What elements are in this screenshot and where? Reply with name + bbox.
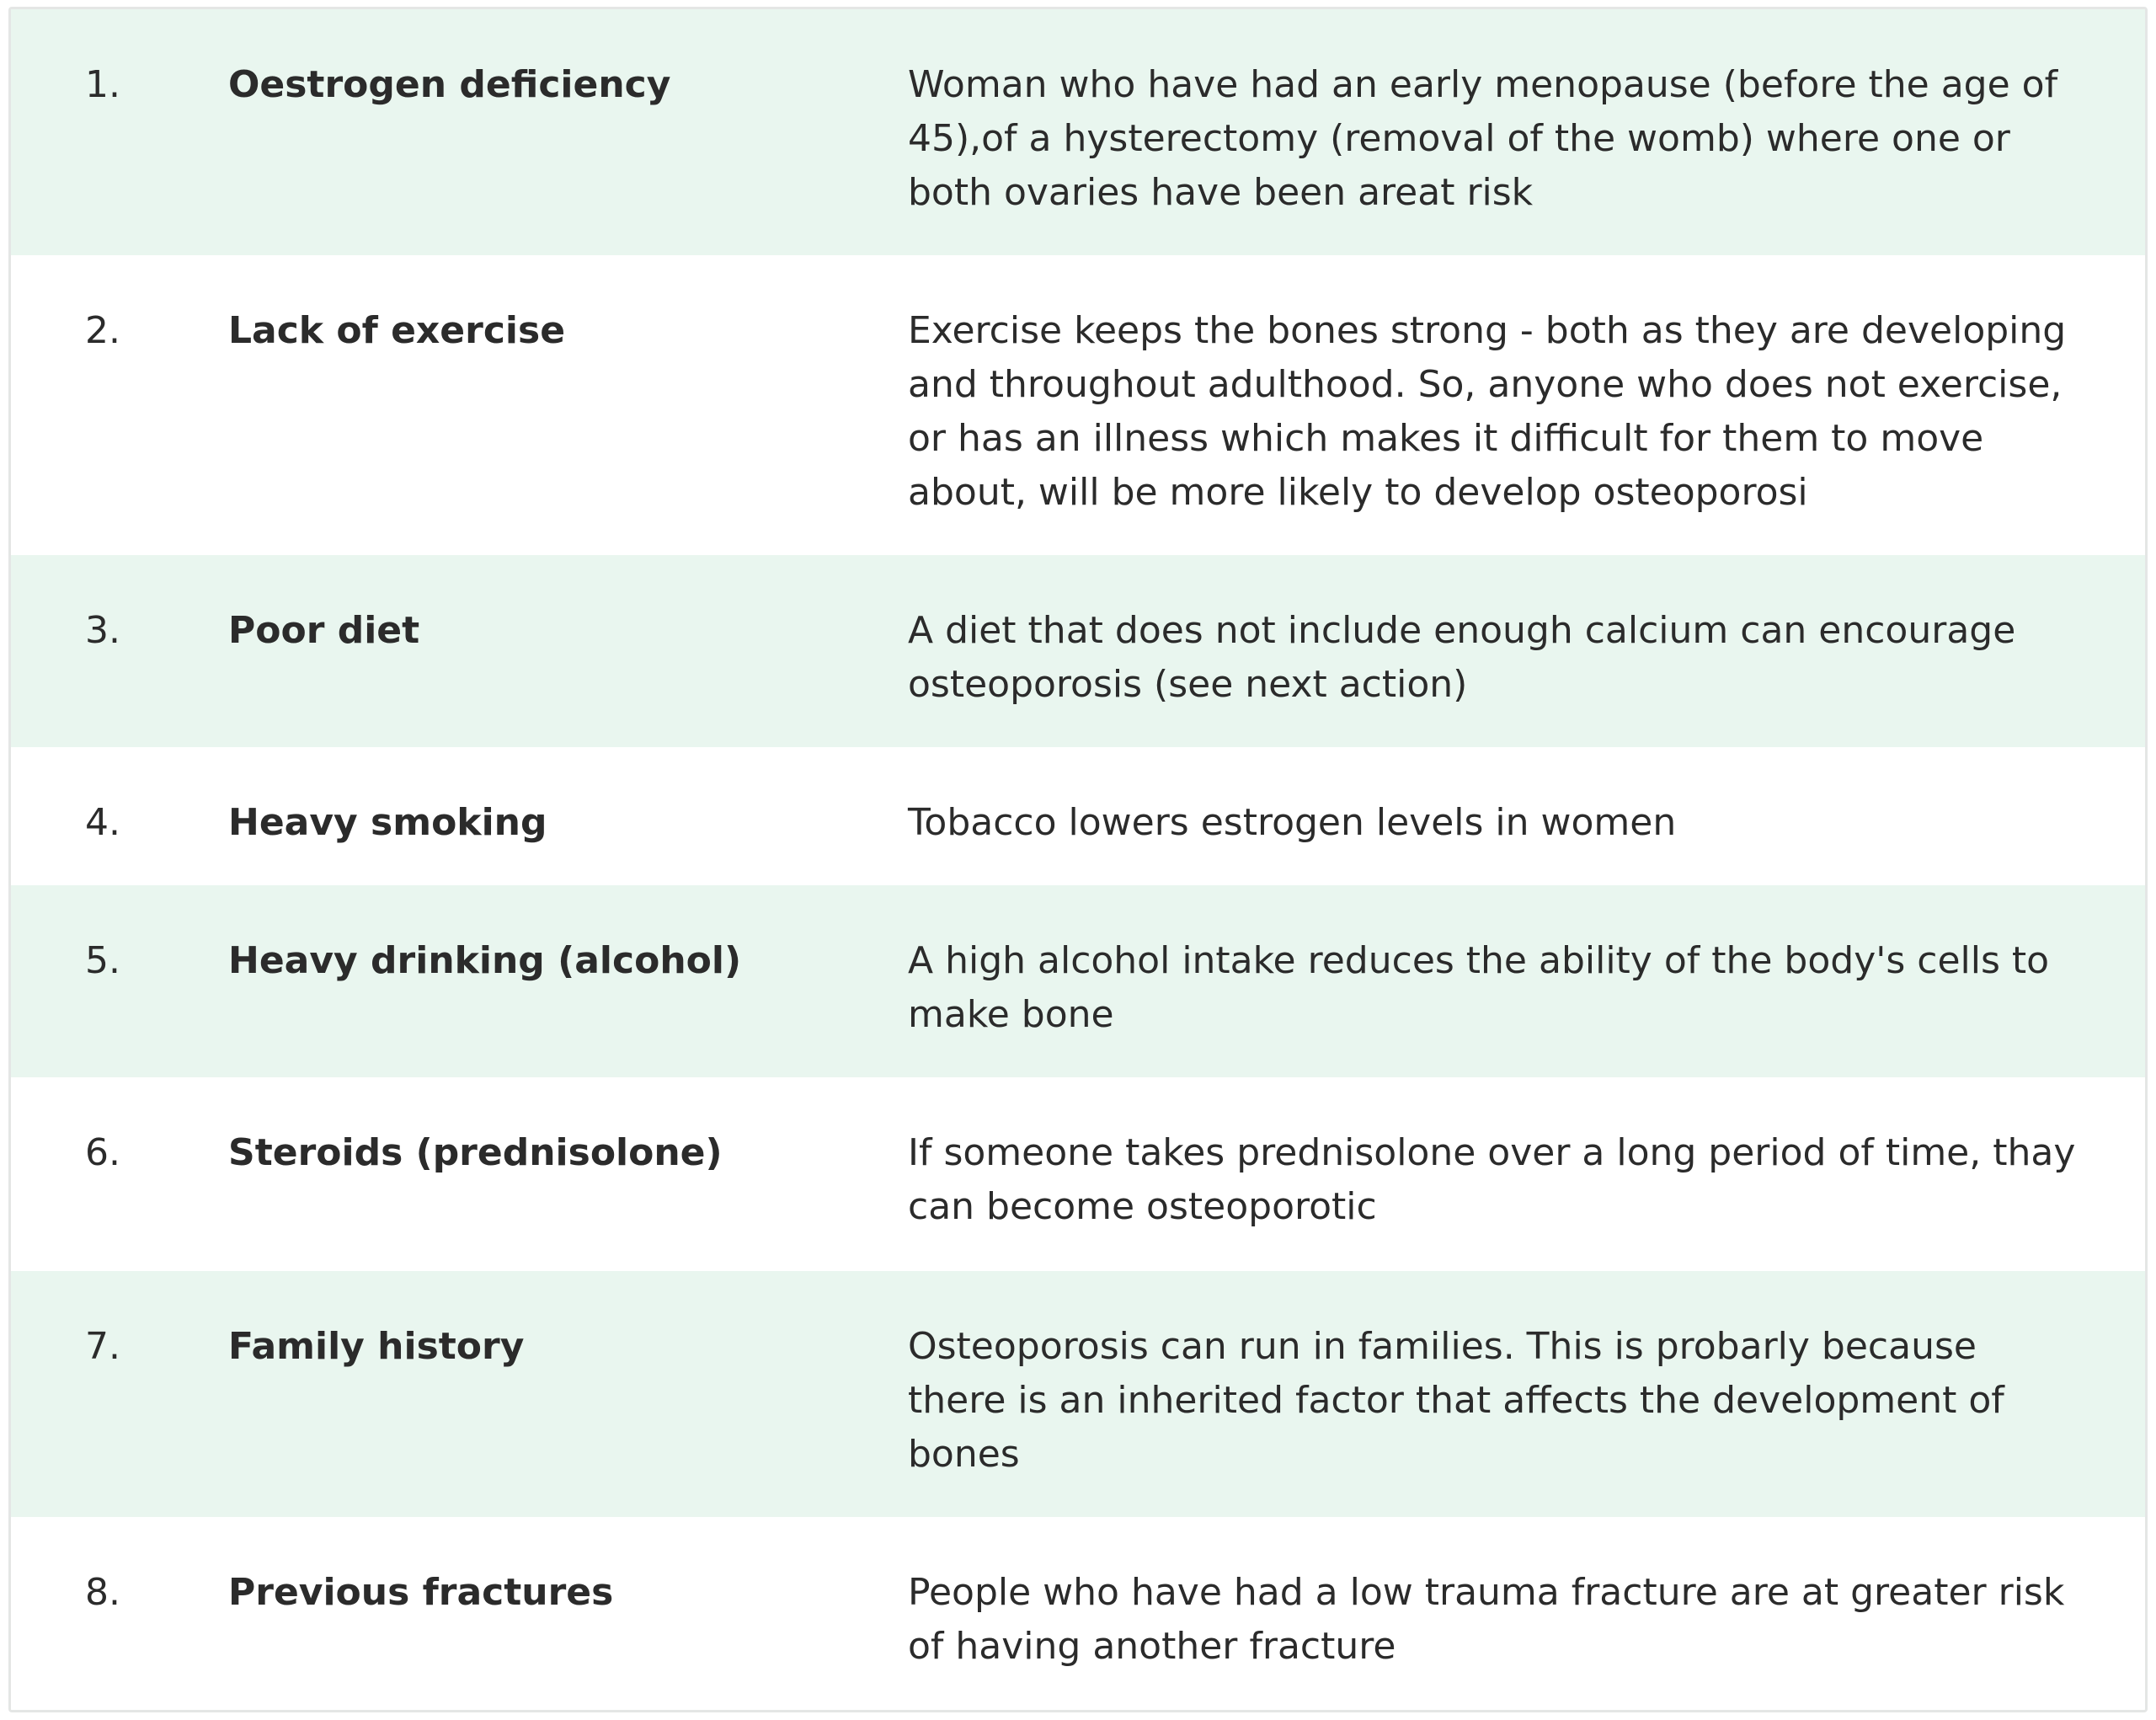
risk-factor-description <box>908 1566 2129 1674</box>
description-line: 45),of a hysterectomy (removal of the womb) where one or <box>908 117 2010 160</box>
table-row <box>11 255 2145 555</box>
description-line: If someone takes prednisolone over a long period of time, thay <box>908 1131 2076 1174</box>
row-number: 5. <box>85 939 120 982</box>
risk-factor-description <box>908 1320 2129 1482</box>
description-line: and throughout adulthood. So, anyone who does not exercise, <box>908 363 2063 406</box>
table-row <box>11 1271 2145 1517</box>
row-number: 8. <box>85 1571 120 1614</box>
description-line: A high alcohol intake reduces the ability of the body's cells to <box>908 939 2050 982</box>
description-line: Exercise keeps the bones strong - both as they are developing <box>908 309 2067 352</box>
table-row <box>11 1517 2145 1712</box>
table-row <box>11 555 2145 747</box>
table-row <box>11 9 2145 255</box>
description-line: both ovaries have been areat risk <box>908 171 1534 214</box>
risk-factor-description <box>908 304 2129 520</box>
row-number: 1. <box>85 63 120 106</box>
risk-factor-description <box>908 934 2129 1042</box>
description-line: People who have had a low trauma fracture are at greater risk <box>908 1571 2065 1614</box>
table-row <box>11 747 2145 885</box>
description-line: about, will be more likely to develop osteoporosi <box>908 471 1808 514</box>
row-number: 6. <box>85 1131 120 1174</box>
risk-factor-description <box>908 604 2129 712</box>
description-line: Osteoporosis can run in families. This is probarly because <box>908 1325 1977 1368</box>
description-line: Tobacco lowers estrogen levels in women <box>908 801 1677 844</box>
row-number: 2. <box>85 309 120 352</box>
risk-factor-name: Previous fractures <box>228 1571 614 1614</box>
risk-factor-description <box>908 58 2129 220</box>
description-line: osteoporosis (see next action) <box>908 663 1468 706</box>
risk-factor-name: Heavy smoking <box>228 801 547 844</box>
risk-factor-description <box>908 1126 2129 1234</box>
table-row <box>11 885 2145 1077</box>
risk-factor-name: Heavy drinking (alcohol) <box>228 939 742 982</box>
description-line: of having another fracture <box>908 1625 1396 1668</box>
row-number: 4. <box>85 801 120 844</box>
description-line: or has an illness which makes it difficult for them to move <box>908 417 1984 460</box>
risk-factor-name: Poor diet <box>228 609 420 652</box>
description-line: bones <box>908 1433 1020 1476</box>
risk-factor-name: Oestrogen deficiency <box>228 63 671 106</box>
description-line: can become osteoporotic <box>908 1185 1377 1228</box>
row-number: 7. <box>85 1325 120 1368</box>
description-line: there is an inherited factor that affects the development of <box>908 1379 2004 1422</box>
description-line: make bone <box>908 993 1114 1036</box>
risk-factors-table <box>8 7 2148 1712</box>
risk-factor-name: Steroids (prednisolone) <box>228 1131 723 1174</box>
description-line: A diet that does not include enough calcium can encourage <box>908 609 2016 652</box>
risk-factor-name: Family history <box>228 1325 525 1368</box>
description-line: Woman who have had an early menopause (before the age of <box>908 63 2058 106</box>
risk-factor-name: Lack of exercise <box>228 309 566 352</box>
risk-factor-description <box>908 796 2129 850</box>
row-number: 3. <box>85 609 120 652</box>
table-row <box>11 1077 2145 1271</box>
